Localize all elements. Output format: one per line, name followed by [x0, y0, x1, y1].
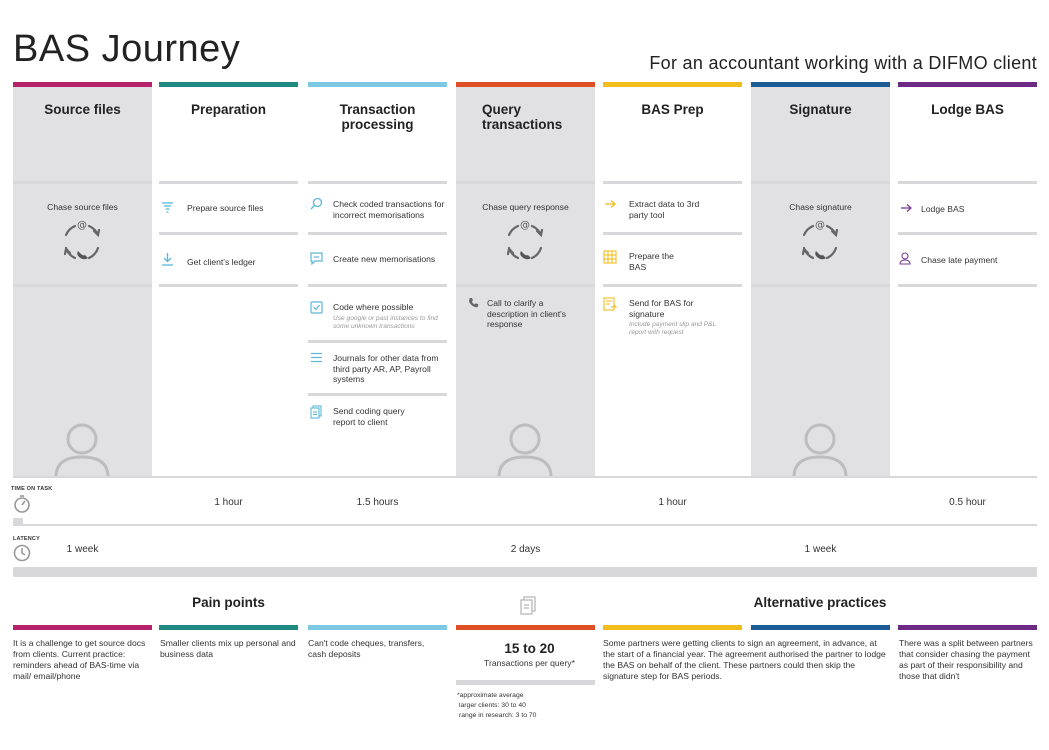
list-icon — [310, 352, 323, 363]
page-title: BAS Journey — [13, 28, 241, 70]
stage-column-preparation — [159, 82, 298, 477]
person-icon — [790, 421, 850, 477]
query-stat-note: *approximate average — [457, 692, 524, 699]
stage-title: Query transactions — [482, 102, 563, 132]
pain-point-text: It is a challenge to get source docs from clients. Current practice: reminders ahead of BAS-time via mail/ email/phone — [13, 638, 146, 681]
chase-signature-label: Chase signature — [789, 202, 852, 212]
divider — [159, 232, 298, 235]
page-subtitle: For an accountant working with a DIFMO client — [649, 53, 1037, 73]
query-stat-note: larger clients: 30 to 40 — [459, 702, 526, 709]
stage-column-bas-prep — [603, 82, 742, 477]
section-color-bar — [456, 625, 595, 630]
stage-column-query-transactions — [456, 82, 595, 477]
stage-title: Signature — [789, 102, 852, 117]
step-label: Prepare source files — [187, 203, 264, 213]
divider — [308, 284, 447, 287]
chase-cycle-icon — [500, 217, 550, 267]
chase-cycle-icon — [795, 217, 845, 267]
section-color-bar — [13, 625, 152, 630]
step-label: Send coding query report to client — [333, 406, 405, 427]
alternative-practice-text: There was a split between partners that consider chasing the payment as part of their responsibility and those that didn't — [899, 638, 1033, 681]
arrow-right-icon — [900, 203, 912, 213]
chase-cycle-icon — [57, 217, 107, 267]
query-stat-note: range in research: 3 to 70 — [459, 712, 537, 719]
documents-icon — [519, 596, 537, 616]
pain-points-heading: Pain points — [192, 595, 265, 610]
divider — [603, 232, 742, 235]
time-lodge: 0.5 hour — [949, 497, 986, 508]
step-label: Get client's ledger — [187, 257, 256, 267]
latency-bar — [13, 567, 1037, 577]
step-label — [333, 302, 445, 331]
step-label-text: Code where possible — [333, 302, 414, 312]
stage-title: Lodge BAS — [931, 102, 1004, 117]
chase-source-files-label: Chase source files — [47, 202, 118, 212]
divider — [456, 284, 595, 287]
search-icon — [310, 197, 323, 210]
step-label: Create new memorisations — [333, 254, 436, 264]
divider — [308, 232, 447, 235]
stage-title: Source files — [44, 102, 121, 117]
filter-icon — [161, 201, 174, 214]
latency-label: LATENCY — [13, 536, 40, 542]
stage-title: Transaction processing — [339, 102, 416, 132]
pain-point-text: Smaller clients mix up personal and business data — [160, 638, 296, 659]
download-icon — [161, 252, 174, 266]
svg-text:@: @ — [520, 220, 530, 231]
divider — [898, 232, 1037, 235]
time-preparation: 1 hour — [214, 497, 243, 508]
stage-column-lodge-bas — [898, 82, 1037, 477]
stage-color-bar — [898, 82, 1037, 87]
query-stat-value: 15 to 20 — [504, 641, 555, 656]
divider — [751, 284, 890, 287]
checkbox-icon — [310, 301, 323, 314]
divider — [898, 284, 1037, 287]
phone-icon — [468, 297, 479, 308]
divider — [308, 181, 447, 184]
documents-icon — [310, 405, 322, 419]
alternative-practices-heading: Alternative practices — [753, 595, 887, 610]
step-label: Prepare the BAS — [629, 251, 674, 272]
step-label: Journals for other data from third party AR, AP, Payroll systems — [333, 353, 439, 384]
user-icon — [899, 252, 911, 265]
row-divider — [13, 524, 1037, 526]
time-bas-prep: 1 hour — [658, 497, 687, 508]
step-label-text: Send for BAS for signature — [629, 298, 694, 319]
divider — [308, 393, 447, 396]
divider — [603, 284, 742, 287]
grid-icon — [603, 250, 617, 264]
query-stat-divider — [456, 680, 595, 685]
stage-column-signature — [751, 82, 890, 477]
step-sub-note: Use google or past instances to find some unknown transactions — [333, 314, 438, 330]
step-label: Check coded transactions for incorrect memorisations — [333, 199, 445, 220]
section-color-bar — [603, 625, 742, 630]
section-color-bar — [751, 625, 890, 630]
time-marker — [13, 518, 23, 526]
step-label: Lodge BAS — [921, 204, 965, 214]
step-sub-note: Include payment slip and P&L report with request — [629, 321, 717, 336]
stage-color-bar — [603, 82, 742, 87]
section-color-bar — [898, 625, 1037, 630]
latency-source: 1 week — [66, 544, 99, 555]
section-color-bar — [159, 625, 298, 630]
divider — [603, 181, 742, 184]
message-icon — [310, 252, 323, 265]
divider — [456, 181, 595, 184]
pain-point-text: Can't code cheques, transfers, cash deposits — [308, 638, 425, 659]
person-icon — [52, 421, 112, 477]
step-label — [629, 298, 719, 337]
step-label: Chase late payment — [921, 255, 998, 265]
step-label: Extract data to 3rd party tool — [629, 199, 700, 220]
divider — [751, 181, 890, 184]
svg-text:@: @ — [77, 220, 87, 231]
arrow-right-icon — [604, 199, 616, 209]
chase-query-response-label: Chase query response — [482, 202, 569, 212]
query-stat-caption: Transactions per query* — [484, 658, 575, 668]
step-label: Call to clarify a description in client's response — [487, 298, 567, 329]
stage-color-bar — [456, 82, 595, 87]
stage-color-bar — [308, 82, 447, 87]
section-color-bar — [308, 625, 447, 630]
time-on-task-label: TIME ON TASK — [11, 486, 53, 492]
time-transaction: 1.5 hours — [356, 497, 399, 508]
stage-color-bar — [159, 82, 298, 87]
stage-title: Preparation — [190, 102, 267, 117]
divider — [13, 181, 152, 184]
divider — [13, 284, 152, 287]
send-document-icon — [603, 297, 617, 311]
stage-color-bar — [751, 82, 890, 87]
stage-column-source-files — [13, 82, 152, 477]
latency-query: 2 days — [510, 544, 541, 555]
divider — [159, 181, 298, 184]
stopwatch-icon — [13, 494, 31, 514]
stage-color-bar — [13, 82, 152, 87]
latency-signature: 1 week — [804, 544, 837, 555]
stage-title: BAS Prep — [641, 102, 704, 117]
divider — [159, 284, 298, 287]
row-divider — [13, 476, 1037, 478]
svg-text:@: @ — [815, 220, 825, 231]
alternative-practice-text: Some partners were getting clients to sign an agreement, in advance, at the start of a financial year. The agreement authorised the partner to lodge the BAS on behalf of the client. These partners could then skip the signature step for BAS periods. — [603, 638, 886, 681]
divider — [308, 340, 447, 343]
divider — [898, 181, 1037, 184]
person-icon — [495, 421, 555, 477]
